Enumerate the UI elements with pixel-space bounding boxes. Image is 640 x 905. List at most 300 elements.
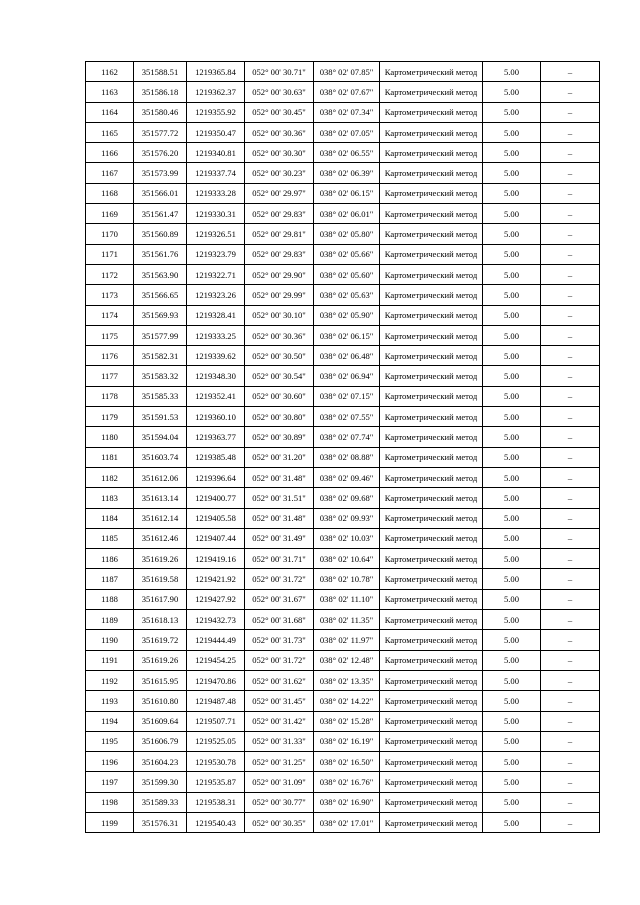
- cell-longitude: 038° 02' 07.74": [314, 427, 380, 447]
- cell-accuracy: 5.00: [483, 711, 541, 731]
- cell-point-number: 1187: [86, 569, 134, 589]
- cell-method: Картометрический метод: [380, 62, 483, 82]
- cell-point-number: 1190: [86, 630, 134, 650]
- cell-coord-x: 351594.04: [134, 427, 187, 447]
- cell-accuracy: 5.00: [483, 569, 541, 589]
- cell-latitude: 052° 00' 31.71": [245, 549, 314, 569]
- cell-latitude: 052° 00' 31.48": [245, 467, 314, 487]
- cell-longitude: 038° 02' 05.80": [314, 224, 380, 244]
- cell-latitude: 052° 00' 31.68": [245, 610, 314, 630]
- cell-point-number: 1167: [86, 163, 134, 183]
- cell-longitude: 038° 02' 07.34": [314, 102, 380, 122]
- cell-method: Картометрический метод: [380, 82, 483, 102]
- cell-coord-x: 351586.18: [134, 82, 187, 102]
- cell-coord-x: 351560.89: [134, 224, 187, 244]
- table-row: [86, 467, 600, 487]
- cell-note: –: [541, 488, 600, 508]
- cell-longitude: 038° 02' 06.15": [314, 325, 380, 345]
- cell-method: Картометрический метод: [380, 691, 483, 711]
- table-row: [86, 204, 600, 224]
- cell-method: Картометрический метод: [380, 386, 483, 406]
- cell-accuracy: 5.00: [483, 610, 541, 630]
- cell-coord-x: 351573.99: [134, 163, 187, 183]
- cell-latitude: 052° 00' 30.60": [245, 386, 314, 406]
- cell-longitude: 038° 02' 06.01": [314, 204, 380, 224]
- table-row: [86, 264, 600, 284]
- cell-note: –: [541, 386, 600, 406]
- table-row: [86, 812, 600, 832]
- cell-coord-y: 1219419.16: [187, 549, 245, 569]
- cell-note: –: [541, 285, 600, 305]
- cell-coord-y: 1219363.77: [187, 427, 245, 447]
- cell-coord-y: 1219432.73: [187, 610, 245, 630]
- cell-note: –: [541, 183, 600, 203]
- coordinates-table: [85, 61, 600, 833]
- cell-method: Картометрический метод: [380, 528, 483, 548]
- cell-coord-y: 1219530.78: [187, 752, 245, 772]
- cell-note: –: [541, 569, 600, 589]
- cell-method: Картометрический метод: [380, 670, 483, 690]
- cell-coord-x: 351604.23: [134, 752, 187, 772]
- cell-accuracy: 5.00: [483, 589, 541, 609]
- table-row: [86, 752, 600, 772]
- cell-coord-y: 1219360.10: [187, 407, 245, 427]
- cell-coord-y: 1219454.25: [187, 650, 245, 670]
- cell-point-number: 1171: [86, 244, 134, 264]
- table-row: [86, 650, 600, 670]
- table-row: [86, 62, 600, 82]
- cell-method: Картометрический метод: [380, 589, 483, 609]
- cell-latitude: 052° 00' 31.67": [245, 589, 314, 609]
- cell-accuracy: 5.00: [483, 792, 541, 812]
- cell-point-number: 1199: [86, 812, 134, 832]
- cell-accuracy: 5.00: [483, 650, 541, 670]
- table-row: [86, 102, 600, 122]
- cell-method: Картометрический метод: [380, 346, 483, 366]
- cell-point-number: 1195: [86, 731, 134, 751]
- cell-longitude: 038° 02' 16.50": [314, 752, 380, 772]
- cell-method: Картометрический метод: [380, 447, 483, 467]
- cell-note: –: [541, 447, 600, 467]
- cell-point-number: 1189: [86, 610, 134, 630]
- cell-point-number: 1169: [86, 204, 134, 224]
- cell-coord-x: 351577.72: [134, 122, 187, 142]
- cell-longitude: 038° 02' 05.66": [314, 244, 380, 264]
- cell-longitude: 038° 02' 09.46": [314, 467, 380, 487]
- cell-note: –: [541, 731, 600, 751]
- cell-point-number: 1172: [86, 264, 134, 284]
- cell-method: Картометрический метод: [380, 427, 483, 447]
- cell-accuracy: 5.00: [483, 488, 541, 508]
- cell-note: –: [541, 244, 600, 264]
- cell-accuracy: 5.00: [483, 549, 541, 569]
- cell-note: –: [541, 264, 600, 284]
- cell-note: –: [541, 407, 600, 427]
- cell-latitude: 052° 00' 31.09": [245, 772, 314, 792]
- cell-coord-x: 351585.33: [134, 386, 187, 406]
- table-row: [86, 772, 600, 792]
- table-row: [86, 366, 600, 386]
- cell-coord-y: 1219538.31: [187, 792, 245, 812]
- cell-point-number: 1176: [86, 346, 134, 366]
- cell-note: –: [541, 508, 600, 528]
- cell-longitude: 038° 02' 07.85": [314, 62, 380, 82]
- cell-method: Картометрический метод: [380, 569, 483, 589]
- cell-method: Картометрический метод: [380, 812, 483, 832]
- cell-accuracy: 5.00: [483, 102, 541, 122]
- cell-coord-x: 351589.33: [134, 792, 187, 812]
- cell-coord-x: 351576.31: [134, 812, 187, 832]
- cell-method: Картометрический метод: [380, 467, 483, 487]
- cell-longitude: 038° 02' 09.68": [314, 488, 380, 508]
- cell-longitude: 038° 02' 13.35": [314, 670, 380, 690]
- table-row: [86, 589, 600, 609]
- cell-method: Картометрический метод: [380, 610, 483, 630]
- cell-note: –: [541, 792, 600, 812]
- table-row: [86, 305, 600, 325]
- cell-latitude: 052° 00' 31.62": [245, 670, 314, 690]
- cell-longitude: 038° 02' 06.94": [314, 366, 380, 386]
- cell-latitude: 052° 00' 29.97": [245, 183, 314, 203]
- cell-longitude: 038° 02' 11.97": [314, 630, 380, 650]
- table-row: [86, 528, 600, 548]
- cell-method: Картометрический метод: [380, 792, 483, 812]
- cell-note: –: [541, 670, 600, 690]
- cell-coord-x: 351615.95: [134, 670, 187, 690]
- cell-method: Картометрический метод: [380, 143, 483, 163]
- table-row: [86, 508, 600, 528]
- cell-coord-y: 1219400.77: [187, 488, 245, 508]
- cell-note: –: [541, 812, 600, 832]
- cell-point-number: 1177: [86, 366, 134, 386]
- cell-point-number: 1186: [86, 549, 134, 569]
- cell-coord-x: 351566.65: [134, 285, 187, 305]
- cell-coord-y: 1219470.86: [187, 670, 245, 690]
- cell-longitude: 038° 02' 16.90": [314, 792, 380, 812]
- cell-coord-y: 1219337.74: [187, 163, 245, 183]
- table-row: [86, 285, 600, 305]
- cell-latitude: 052° 00' 30.23": [245, 163, 314, 183]
- cell-method: Картометрический метод: [380, 711, 483, 731]
- cell-note: –: [541, 204, 600, 224]
- cell-latitude: 052° 00' 31.51": [245, 488, 314, 508]
- table-row: [86, 163, 600, 183]
- cell-accuracy: 5.00: [483, 508, 541, 528]
- cell-method: Картометрический метод: [380, 731, 483, 751]
- cell-accuracy: 5.00: [483, 305, 541, 325]
- cell-longitude: 038° 02' 10.78": [314, 569, 380, 589]
- cell-latitude: 052° 00' 29.99": [245, 285, 314, 305]
- cell-longitude: 038° 02' 07.05": [314, 122, 380, 142]
- cell-coord-x: 351582.31: [134, 346, 187, 366]
- cell-coord-x: 351599.30: [134, 772, 187, 792]
- cell-note: –: [541, 224, 600, 244]
- cell-method: Картометрический метод: [380, 264, 483, 284]
- cell-coord-y: 1219330.31: [187, 204, 245, 224]
- cell-note: –: [541, 691, 600, 711]
- cell-longitude: 038° 02' 16.76": [314, 772, 380, 792]
- cell-coord-x: 351619.72: [134, 630, 187, 650]
- cell-latitude: 052° 00' 30.45": [245, 102, 314, 122]
- cell-coord-x: 351561.47: [134, 204, 187, 224]
- cell-latitude: 052° 00' 29.81": [245, 224, 314, 244]
- cell-coord-x: 351566.01: [134, 183, 187, 203]
- cell-coord-x: 351580.46: [134, 102, 187, 122]
- cell-latitude: 052° 00' 31.33": [245, 731, 314, 751]
- table-row: [86, 569, 600, 589]
- cell-accuracy: 5.00: [483, 427, 541, 447]
- cell-method: Картометрический метод: [380, 366, 483, 386]
- cell-point-number: 1181: [86, 447, 134, 467]
- cell-coord-y: 1219407.44: [187, 528, 245, 548]
- cell-coord-y: 1219350.47: [187, 122, 245, 142]
- cell-point-number: 1168: [86, 183, 134, 203]
- cell-latitude: 052° 00' 31.73": [245, 630, 314, 650]
- cell-point-number: 1194: [86, 711, 134, 731]
- cell-point-number: 1192: [86, 670, 134, 690]
- cell-coord-y: 1219427.92: [187, 589, 245, 609]
- cell-longitude: 038° 02' 06.48": [314, 346, 380, 366]
- cell-coord-x: 351617.90: [134, 589, 187, 609]
- cell-note: –: [541, 325, 600, 345]
- cell-point-number: 1188: [86, 589, 134, 609]
- table-row: [86, 691, 600, 711]
- cell-note: –: [541, 610, 600, 630]
- cell-point-number: 1185: [86, 528, 134, 548]
- cell-longitude: 038° 02' 07.55": [314, 407, 380, 427]
- cell-coord-x: 351569.93: [134, 305, 187, 325]
- cell-coord-x: 351609.64: [134, 711, 187, 731]
- cell-method: Картометрический метод: [380, 122, 483, 142]
- cell-latitude: 052° 00' 30.10": [245, 305, 314, 325]
- cell-coord-y: 1219444.49: [187, 630, 245, 650]
- cell-accuracy: 5.00: [483, 62, 541, 82]
- table-row: [86, 224, 600, 244]
- cell-accuracy: 5.00: [483, 731, 541, 751]
- cell-latitude: 052° 00' 31.42": [245, 711, 314, 731]
- cell-coord-x: 351591.53: [134, 407, 187, 427]
- cell-coord-y: 1219365.84: [187, 62, 245, 82]
- cell-coord-y: 1219348.30: [187, 366, 245, 386]
- cell-longitude: 038° 02' 17.01": [314, 812, 380, 832]
- cell-accuracy: 5.00: [483, 812, 541, 832]
- cell-coord-y: 1219352.41: [187, 386, 245, 406]
- cell-coord-x: 351618.13: [134, 610, 187, 630]
- cell-longitude: 038° 02' 10.03": [314, 528, 380, 548]
- cell-point-number: 1191: [86, 650, 134, 670]
- cell-accuracy: 5.00: [483, 366, 541, 386]
- cell-coord-x: 351576.20: [134, 143, 187, 163]
- cell-note: –: [541, 650, 600, 670]
- cell-coord-y: 1219340.81: [187, 143, 245, 163]
- cell-coord-y: 1219323.79: [187, 244, 245, 264]
- cell-longitude: 038° 02' 06.15": [314, 183, 380, 203]
- cell-point-number: 1179: [86, 407, 134, 427]
- cell-method: Картометрический метод: [380, 630, 483, 650]
- cell-accuracy: 5.00: [483, 204, 541, 224]
- cell-method: Картометрический метод: [380, 204, 483, 224]
- table-row: [86, 711, 600, 731]
- cell-longitude: 038° 02' 11.35": [314, 610, 380, 630]
- table-row: [86, 325, 600, 345]
- cell-accuracy: 5.00: [483, 386, 541, 406]
- cell-latitude: 052° 00' 30.36": [245, 122, 314, 142]
- cell-accuracy: 5.00: [483, 447, 541, 467]
- cell-point-number: 1165: [86, 122, 134, 142]
- table-row: [86, 549, 600, 569]
- cell-coord-y: 1219339.62: [187, 346, 245, 366]
- cell-method: Картометрический метод: [380, 285, 483, 305]
- cell-latitude: 052° 00' 29.90": [245, 264, 314, 284]
- coordinates-table-body: [86, 62, 600, 833]
- cell-method: Картометрический метод: [380, 407, 483, 427]
- cell-method: Картометрический метод: [380, 752, 483, 772]
- cell-note: –: [541, 772, 600, 792]
- table-row: [86, 447, 600, 467]
- cell-point-number: 1174: [86, 305, 134, 325]
- cell-coord-x: 351588.51: [134, 62, 187, 82]
- table-row: [86, 792, 600, 812]
- cell-point-number: 1196: [86, 752, 134, 772]
- cell-coord-x: 351612.06: [134, 467, 187, 487]
- cell-coord-y: 1219355.92: [187, 102, 245, 122]
- cell-latitude: 052° 00' 31.20": [245, 447, 314, 467]
- cell-accuracy: 5.00: [483, 467, 541, 487]
- cell-point-number: 1173: [86, 285, 134, 305]
- cell-accuracy: 5.00: [483, 752, 541, 772]
- cell-longitude: 038° 02' 05.63": [314, 285, 380, 305]
- cell-latitude: 052° 00' 31.72": [245, 650, 314, 670]
- cell-note: –: [541, 711, 600, 731]
- cell-method: Картометрический метод: [380, 244, 483, 264]
- cell-coord-y: 1219535.87: [187, 772, 245, 792]
- table-row: [86, 244, 600, 264]
- cell-method: Картометрический метод: [380, 650, 483, 670]
- cell-longitude: 038° 02' 10.64": [314, 549, 380, 569]
- cell-latitude: 052° 00' 31.25": [245, 752, 314, 772]
- cell-point-number: 1183: [86, 488, 134, 508]
- cell-latitude: 052° 00' 31.48": [245, 508, 314, 528]
- cell-accuracy: 5.00: [483, 224, 541, 244]
- cell-accuracy: 5.00: [483, 772, 541, 792]
- cell-point-number: 1182: [86, 467, 134, 487]
- cell-coord-x: 351619.26: [134, 549, 187, 569]
- cell-method: Картометрический метод: [380, 102, 483, 122]
- cell-accuracy: 5.00: [483, 285, 541, 305]
- cell-latitude: 052° 00' 31.72": [245, 569, 314, 589]
- cell-longitude: 038° 02' 15.28": [314, 711, 380, 731]
- cell-longitude: 038° 02' 14.22": [314, 691, 380, 711]
- cell-method: Картометрический метод: [380, 224, 483, 244]
- cell-coord-y: 1219507.71: [187, 711, 245, 731]
- cell-latitude: 052° 00' 30.89": [245, 427, 314, 447]
- table-row: [86, 82, 600, 102]
- cell-accuracy: 5.00: [483, 630, 541, 650]
- cell-longitude: 038° 02' 05.90": [314, 305, 380, 325]
- table-row: [86, 183, 600, 203]
- cell-longitude: 038° 02' 09.93": [314, 508, 380, 528]
- cell-latitude: 052° 00' 30.63": [245, 82, 314, 102]
- cell-coord-y: 1219525.05: [187, 731, 245, 751]
- table-row: [86, 346, 600, 366]
- cell-accuracy: 5.00: [483, 407, 541, 427]
- cell-coord-y: 1219405.58: [187, 508, 245, 528]
- cell-point-number: 1184: [86, 508, 134, 528]
- table-row: [86, 122, 600, 142]
- cell-coord-x: 351612.14: [134, 508, 187, 528]
- cell-note: –: [541, 366, 600, 386]
- cell-latitude: 052° 00' 29.83": [245, 204, 314, 224]
- cell-point-number: 1163: [86, 82, 134, 102]
- table-row: [86, 488, 600, 508]
- cell-coord-x: 351613.14: [134, 488, 187, 508]
- cell-method: Картометрический метод: [380, 488, 483, 508]
- cell-latitude: 052° 00' 30.35": [245, 812, 314, 832]
- cell-note: –: [541, 467, 600, 487]
- cell-latitude: 052° 00' 30.50": [245, 346, 314, 366]
- cell-method: Картометрический метод: [380, 325, 483, 345]
- cell-coord-x: 351563.90: [134, 264, 187, 284]
- cell-method: Картометрический метод: [380, 183, 483, 203]
- cell-latitude: 052° 00' 31.49": [245, 528, 314, 548]
- cell-latitude: 052° 00' 29.83": [245, 244, 314, 264]
- cell-note: –: [541, 589, 600, 609]
- cell-method: Картометрический метод: [380, 772, 483, 792]
- cell-accuracy: 5.00: [483, 691, 541, 711]
- table-row: [86, 143, 600, 163]
- cell-accuracy: 5.00: [483, 143, 541, 163]
- cell-latitude: 052° 00' 30.71": [245, 62, 314, 82]
- cell-accuracy: 5.00: [483, 264, 541, 284]
- cell-note: –: [541, 427, 600, 447]
- cell-method: Картометрический метод: [380, 305, 483, 325]
- cell-accuracy: 5.00: [483, 163, 541, 183]
- cell-longitude: 038° 02' 07.15": [314, 386, 380, 406]
- cell-point-number: 1197: [86, 772, 134, 792]
- cell-longitude: 038° 02' 08.88": [314, 447, 380, 467]
- cell-coord-y: 1219326.51: [187, 224, 245, 244]
- table-row: [86, 670, 600, 690]
- cell-coord-x: 351603.74: [134, 447, 187, 467]
- cell-coord-x: 351612.46: [134, 528, 187, 548]
- cell-latitude: 052° 00' 30.54": [245, 366, 314, 386]
- cell-coord-y: 1219540.43: [187, 812, 245, 832]
- cell-coord-x: 351606.79: [134, 731, 187, 751]
- cell-note: –: [541, 122, 600, 142]
- cell-accuracy: 5.00: [483, 325, 541, 345]
- cell-coord-y: 1219362.37: [187, 82, 245, 102]
- cell-note: –: [541, 752, 600, 772]
- cell-note: –: [541, 549, 600, 569]
- cell-latitude: 052° 00' 31.45": [245, 691, 314, 711]
- cell-latitude: 052° 00' 30.77": [245, 792, 314, 812]
- cell-point-number: 1175: [86, 325, 134, 345]
- cell-method: Картометрический метод: [380, 549, 483, 569]
- cell-accuracy: 5.00: [483, 346, 541, 366]
- table-row: [86, 407, 600, 427]
- cell-coord-y: 1219333.25: [187, 325, 245, 345]
- cell-coord-y: 1219396.64: [187, 467, 245, 487]
- cell-point-number: 1164: [86, 102, 134, 122]
- cell-method: Картометрический метод: [380, 163, 483, 183]
- cell-coord-x: 351561.76: [134, 244, 187, 264]
- cell-accuracy: 5.00: [483, 122, 541, 142]
- cell-note: –: [541, 630, 600, 650]
- cell-coord-x: 351610.80: [134, 691, 187, 711]
- cell-note: –: [541, 62, 600, 82]
- table-row: [86, 630, 600, 650]
- cell-latitude: 052° 00' 30.36": [245, 325, 314, 345]
